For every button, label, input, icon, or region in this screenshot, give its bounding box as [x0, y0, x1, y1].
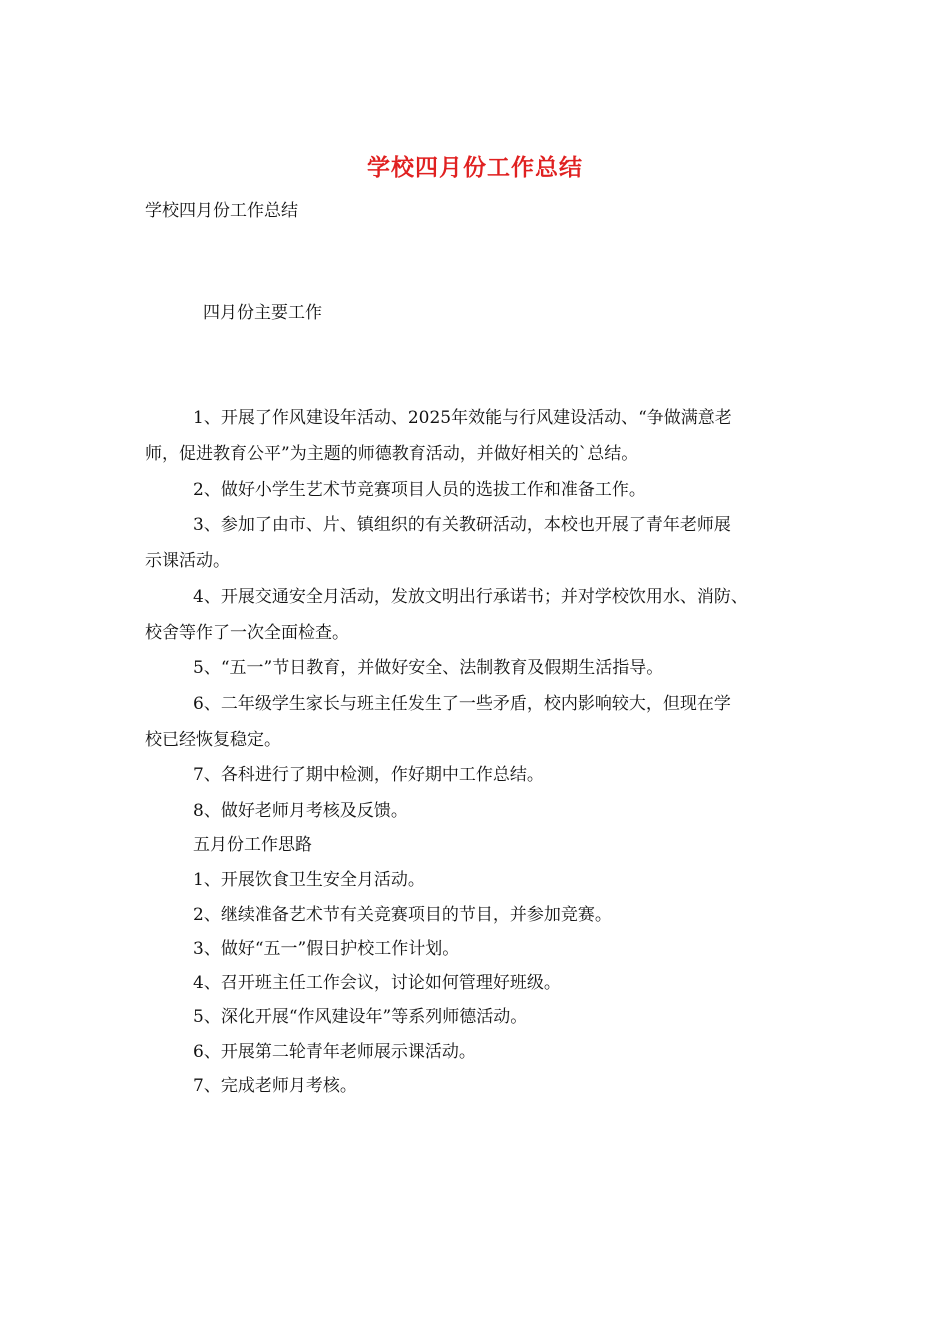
list-item: 6、开展第二轮青年老师展示课活动。 [193, 1042, 476, 1062]
list-item: 7、各科进行了期中检测，作好期中工作总结。 [193, 765, 544, 785]
document-title: 学校四月份工作总结 [367, 154, 583, 181]
list-item: 师，促进教育公平”为主题的师德教育活动，并做好相关的`总结。 [145, 444, 639, 464]
list-item: 3、做好“五一”假日护校工作计划。 [193, 939, 460, 959]
list-item: 5、“五一”节日教育，并做好安全、法制教育及假期生活指导。 [193, 658, 664, 678]
section-heading-may: 五月份工作思路 [193, 835, 312, 855]
list-item: 8、做好老师月考核及反馈。 [193, 801, 408, 821]
list-item: 4、召开班主任工作会议，讨论如何管理好班级。 [193, 973, 561, 993]
document-subtitle: 学校四月份工作总结 [145, 201, 298, 221]
list-item: 2、继续准备艺术节有关竞赛项目的节目，并参加竞赛。 [193, 905, 612, 925]
list-item: 5、深化开展“作风建设年”等系列师德活动。 [193, 1007, 528, 1027]
list-item: 校舍等作了一次全面检查。 [145, 623, 349, 643]
list-item: 1、开展饮食卫生安全月活动。 [193, 870, 425, 890]
list-item: 7、完成老师月考核。 [193, 1076, 357, 1096]
list-item: 2、做好小学生艺术节竞赛项目人员的选拔工作和准备工作。 [193, 480, 646, 500]
list-item: 6、二年级学生家长与班主任发生了一些矛盾，校内影响较大，但现在学 [193, 694, 731, 714]
list-item: 3、参加了由市、片、镇组织的有关教研活动，本校也开展了青年老师展 [193, 515, 731, 535]
section-heading-april: 四月份主要工作 [203, 303, 322, 323]
list-item: 1、开展了作风建设年活动、2025年效能与行风建设活动、“争做满意老 [193, 408, 732, 428]
list-item: 4、开展交通安全月活动，发放文明出行承诺书；并对学校饮用水、消防、 [193, 587, 748, 607]
list-item: 校已经恢复稳定。 [145, 730, 281, 750]
list-item: 示课活动。 [145, 551, 230, 571]
